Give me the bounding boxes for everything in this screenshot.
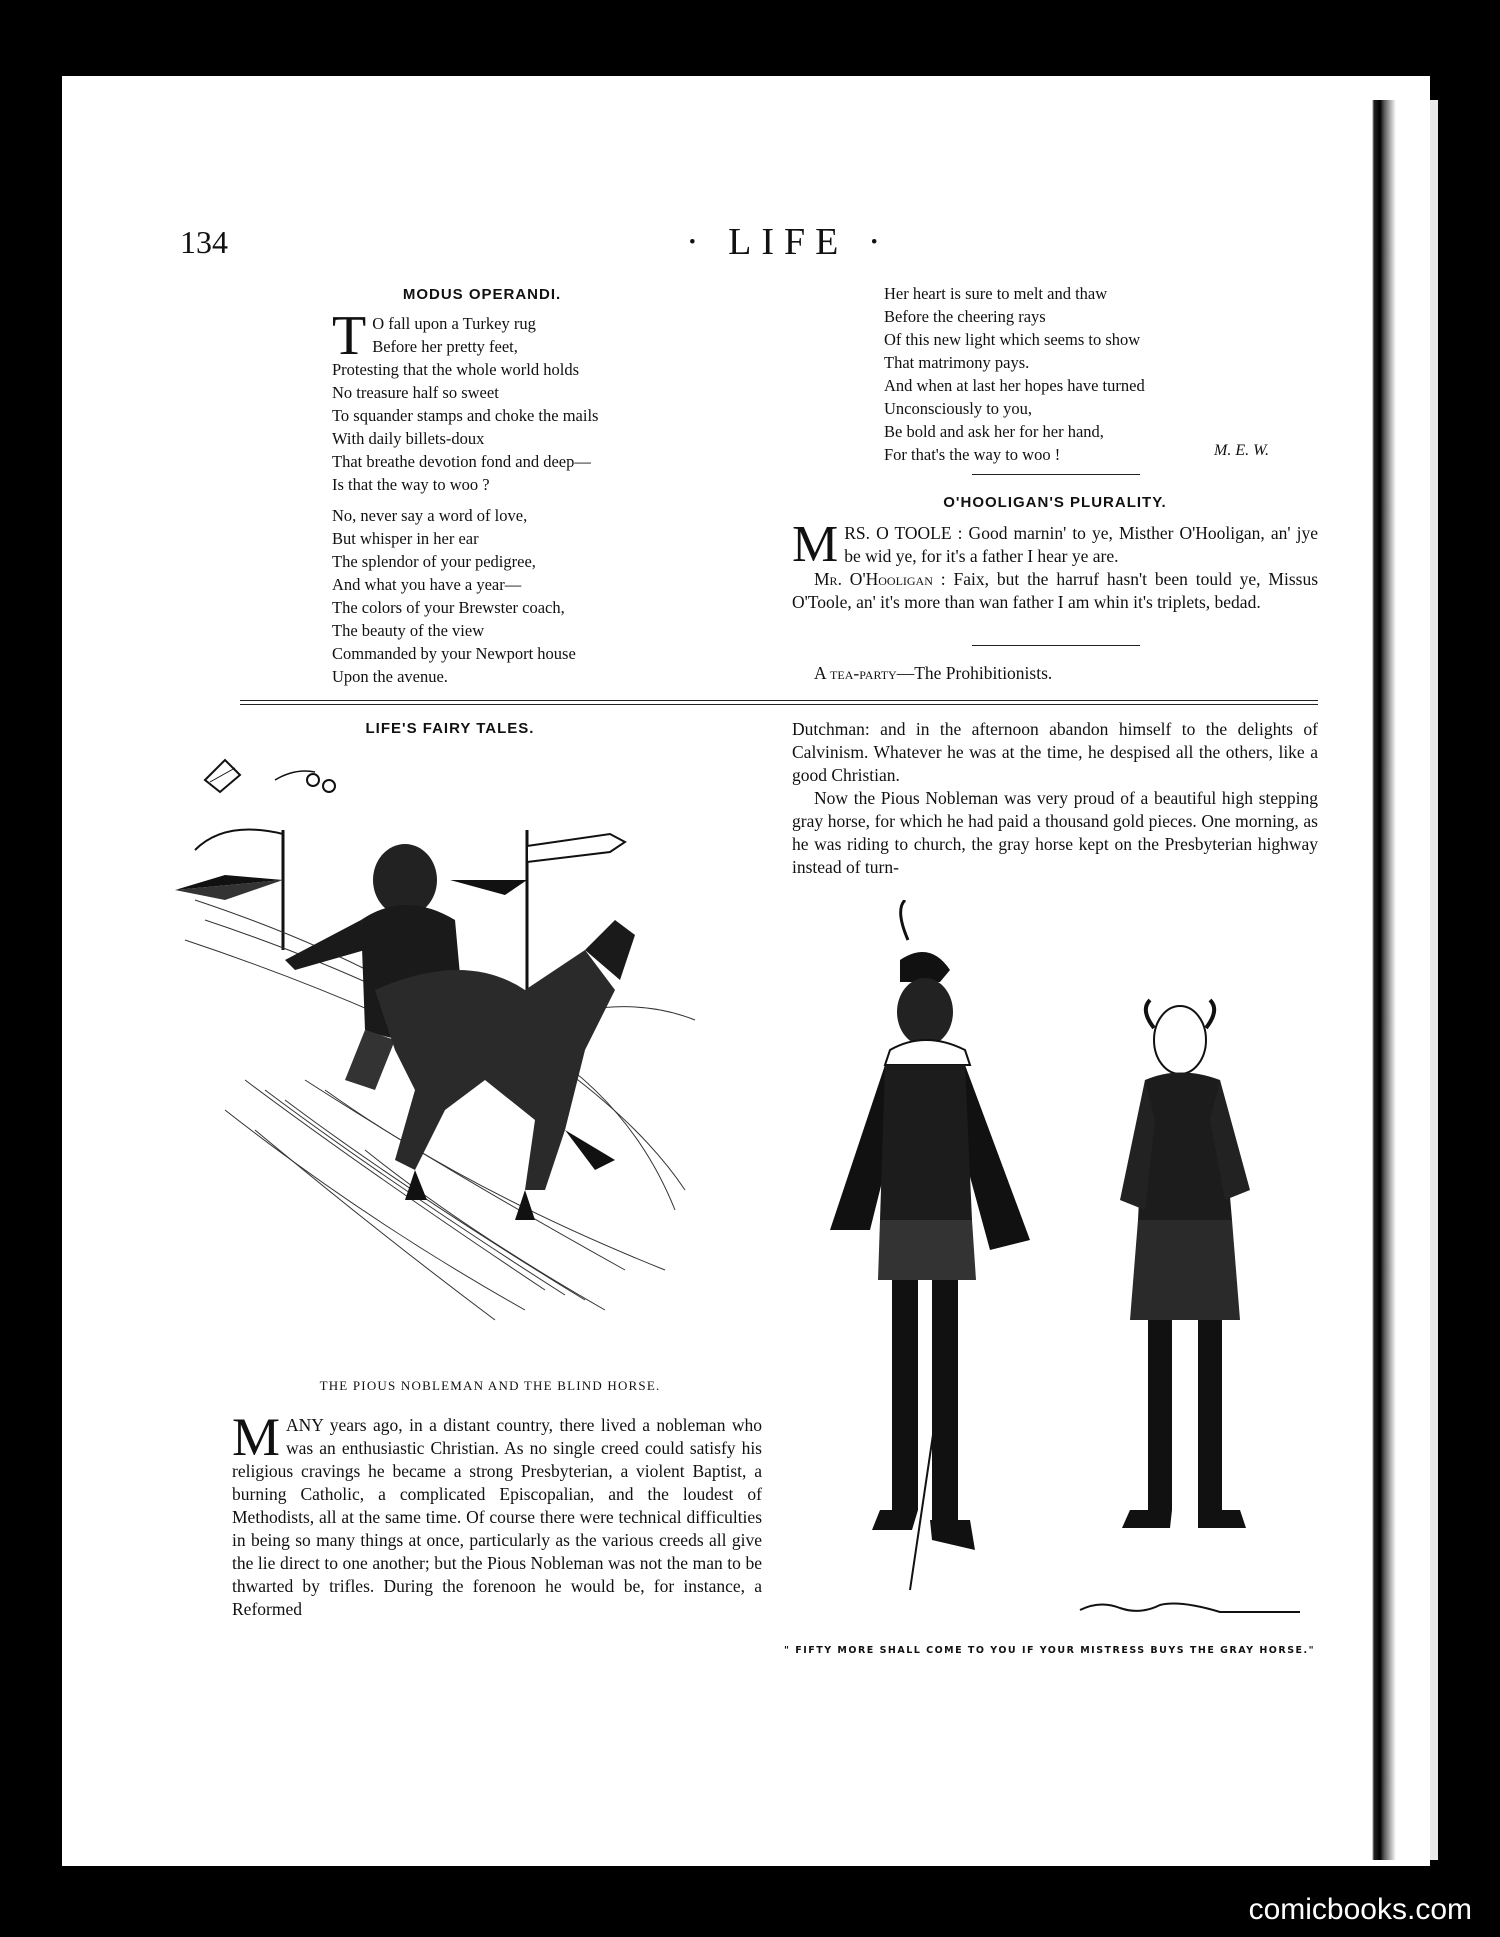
poem-stanza-3 <box>884 282 1304 466</box>
poem-line: That matrimony pays. <box>884 353 1030 372</box>
poem-stanza-2 <box>332 504 712 688</box>
poem-line: Unconsciously to you, <box>884 399 1033 418</box>
poem-signature: M. E. W. <box>1214 442 1269 459</box>
poem-stanza-1 <box>332 305 712 496</box>
poem-line: With daily billets-doux <box>332 429 485 448</box>
divider-rule <box>972 474 1140 475</box>
story-paragraph: Now the Pious Nobleman was very proud of a beautiful high stepping gray horse, for which he had paid a thousand gold pieces. One morning, as he was riding to church, the gray horse kept on the Presbyterian highway instead of turn- <box>792 788 1318 877</box>
hooligan-text <box>792 516 1318 614</box>
artist-signature <box>1080 1604 1300 1612</box>
poem-line: Be bold and ask her for her hand, <box>884 422 1104 441</box>
poem-line: And when at last her hopes have turned <box>884 376 1145 395</box>
binding-spine <box>1356 100 1396 1860</box>
poem-line: Before her pretty feet, <box>372 337 518 356</box>
poem-line: The colors of your Brewster coach, <box>332 598 565 617</box>
article-title: O'HOOLIGAN'S PLURALITY. <box>943 494 1167 511</box>
speaker-label: RS. O TOOLE : <box>844 523 963 543</box>
courtier-figure <box>830 900 1030 1590</box>
drop-cap: M <box>792 516 839 573</box>
story-paragraph: ANY years ago, in a distant country, there lived a nobleman who was an enthusiastic Christian. As no single creed could satisfy his religious cravings he became a strong Presbyterian, a violent Baptist, a burning Catholic, a complicated Episcopalian, and the loudest of Methodists, all at the same time. Of course there were technical difficulties in being so many things at once, particularly as the various creeds all give the lie direct to one another; but the Pious Nobleman was not the man to be thwarted by trifles. During the forenoon he would be, for instance, a Reformed <box>232 1415 762 1619</box>
nobleman-horse-illustration <box>165 750 745 1330</box>
dialogue-line: Faix, but the harruf hasn't been tould ye, Missus O'Toole, an' it's more than wan father I am whin it's triplets, bedad. <box>792 569 1318 612</box>
poem-line: But whisper in her ear <box>332 529 479 548</box>
dialogue-line: Good marnin' to ye, Misther O'Hooligan, an' jye be wid ye, for it's a father I hear ye are. <box>844 523 1318 566</box>
poem-line: Commanded by your Newport house <box>332 644 576 663</box>
tea-party-joke <box>814 662 1214 685</box>
poem-line: And what you have a year— <box>332 575 522 594</box>
page-edge <box>1430 100 1438 1860</box>
illustration-caption: THE PIOUS NOBLEMAN AND THE BLIND HORSE. <box>319 1378 661 1393</box>
section-divider <box>240 700 1318 705</box>
illustration-caption: " FIFTY MORE SHALL COME TO YOU IF YOUR MISTRESS BUYS THE GRAY HORSE." <box>784 1645 1316 1656</box>
poem-line: Before the cheering rays <box>884 307 1046 326</box>
poem-line: Of this new light which seems to show <box>884 330 1141 349</box>
watermark: comicbooks.com <box>1248 1893 1472 1926</box>
poem-line: That breathe devotion fond and deep— <box>332 452 591 471</box>
section-title: LIFE'S FAIRY TALES. <box>365 720 535 737</box>
divider-rule <box>972 645 1140 646</box>
poem-line: To squander stamps and choke the mails <box>332 406 599 425</box>
drop-cap: T <box>332 305 367 367</box>
poem-line: Protesting that the whole world holds <box>332 360 580 379</box>
poem-line: The splendor of your pedigree, <box>332 552 536 571</box>
poem-line: Is that the way to woo ? <box>332 475 490 494</box>
courtier-servant-illustration <box>800 900 1320 1640</box>
story-paragraph: Dutchman: and in the afternoon abandon himself to the delights of Calvinism. Whatever he was at the time, he despised all the others, like a good Christian. <box>792 719 1318 785</box>
servant-figure <box>1120 1000 1250 1528</box>
poem-line: Upon the avenue. <box>332 667 448 686</box>
poem-title: MODUS OPERANDI. <box>402 286 562 303</box>
poem-line: No, never say a word of love, <box>332 506 528 525</box>
fairy-tale-text-left <box>232 1407 762 1621</box>
spectacles-icon <box>275 771 335 792</box>
poem-line: Her heart is sure to melt and thaw <box>884 284 1108 303</box>
whip-pennant-icon <box>175 830 283 950</box>
drop-cap: M <box>232 1407 281 1467</box>
joke-label: A tea-party <box>814 663 897 683</box>
flying-hat-icon <box>205 760 240 792</box>
poem-line: O fall upon a Turkey rug <box>372 314 536 333</box>
poem-line: No treasure half so sweet <box>332 383 499 402</box>
poem-line: For that's the way to woo ! <box>884 445 1061 464</box>
page-number: 134 <box>180 224 228 260</box>
speaker-label: Mr. O'Hooligan : <box>814 569 946 589</box>
fairy-tale-text-right <box>792 718 1318 879</box>
poem-line: The beauty of the view <box>332 621 485 640</box>
joke-text: —The Prohibitionists. <box>896 663 1053 683</box>
masthead-title: · LIFE · <box>686 221 891 263</box>
